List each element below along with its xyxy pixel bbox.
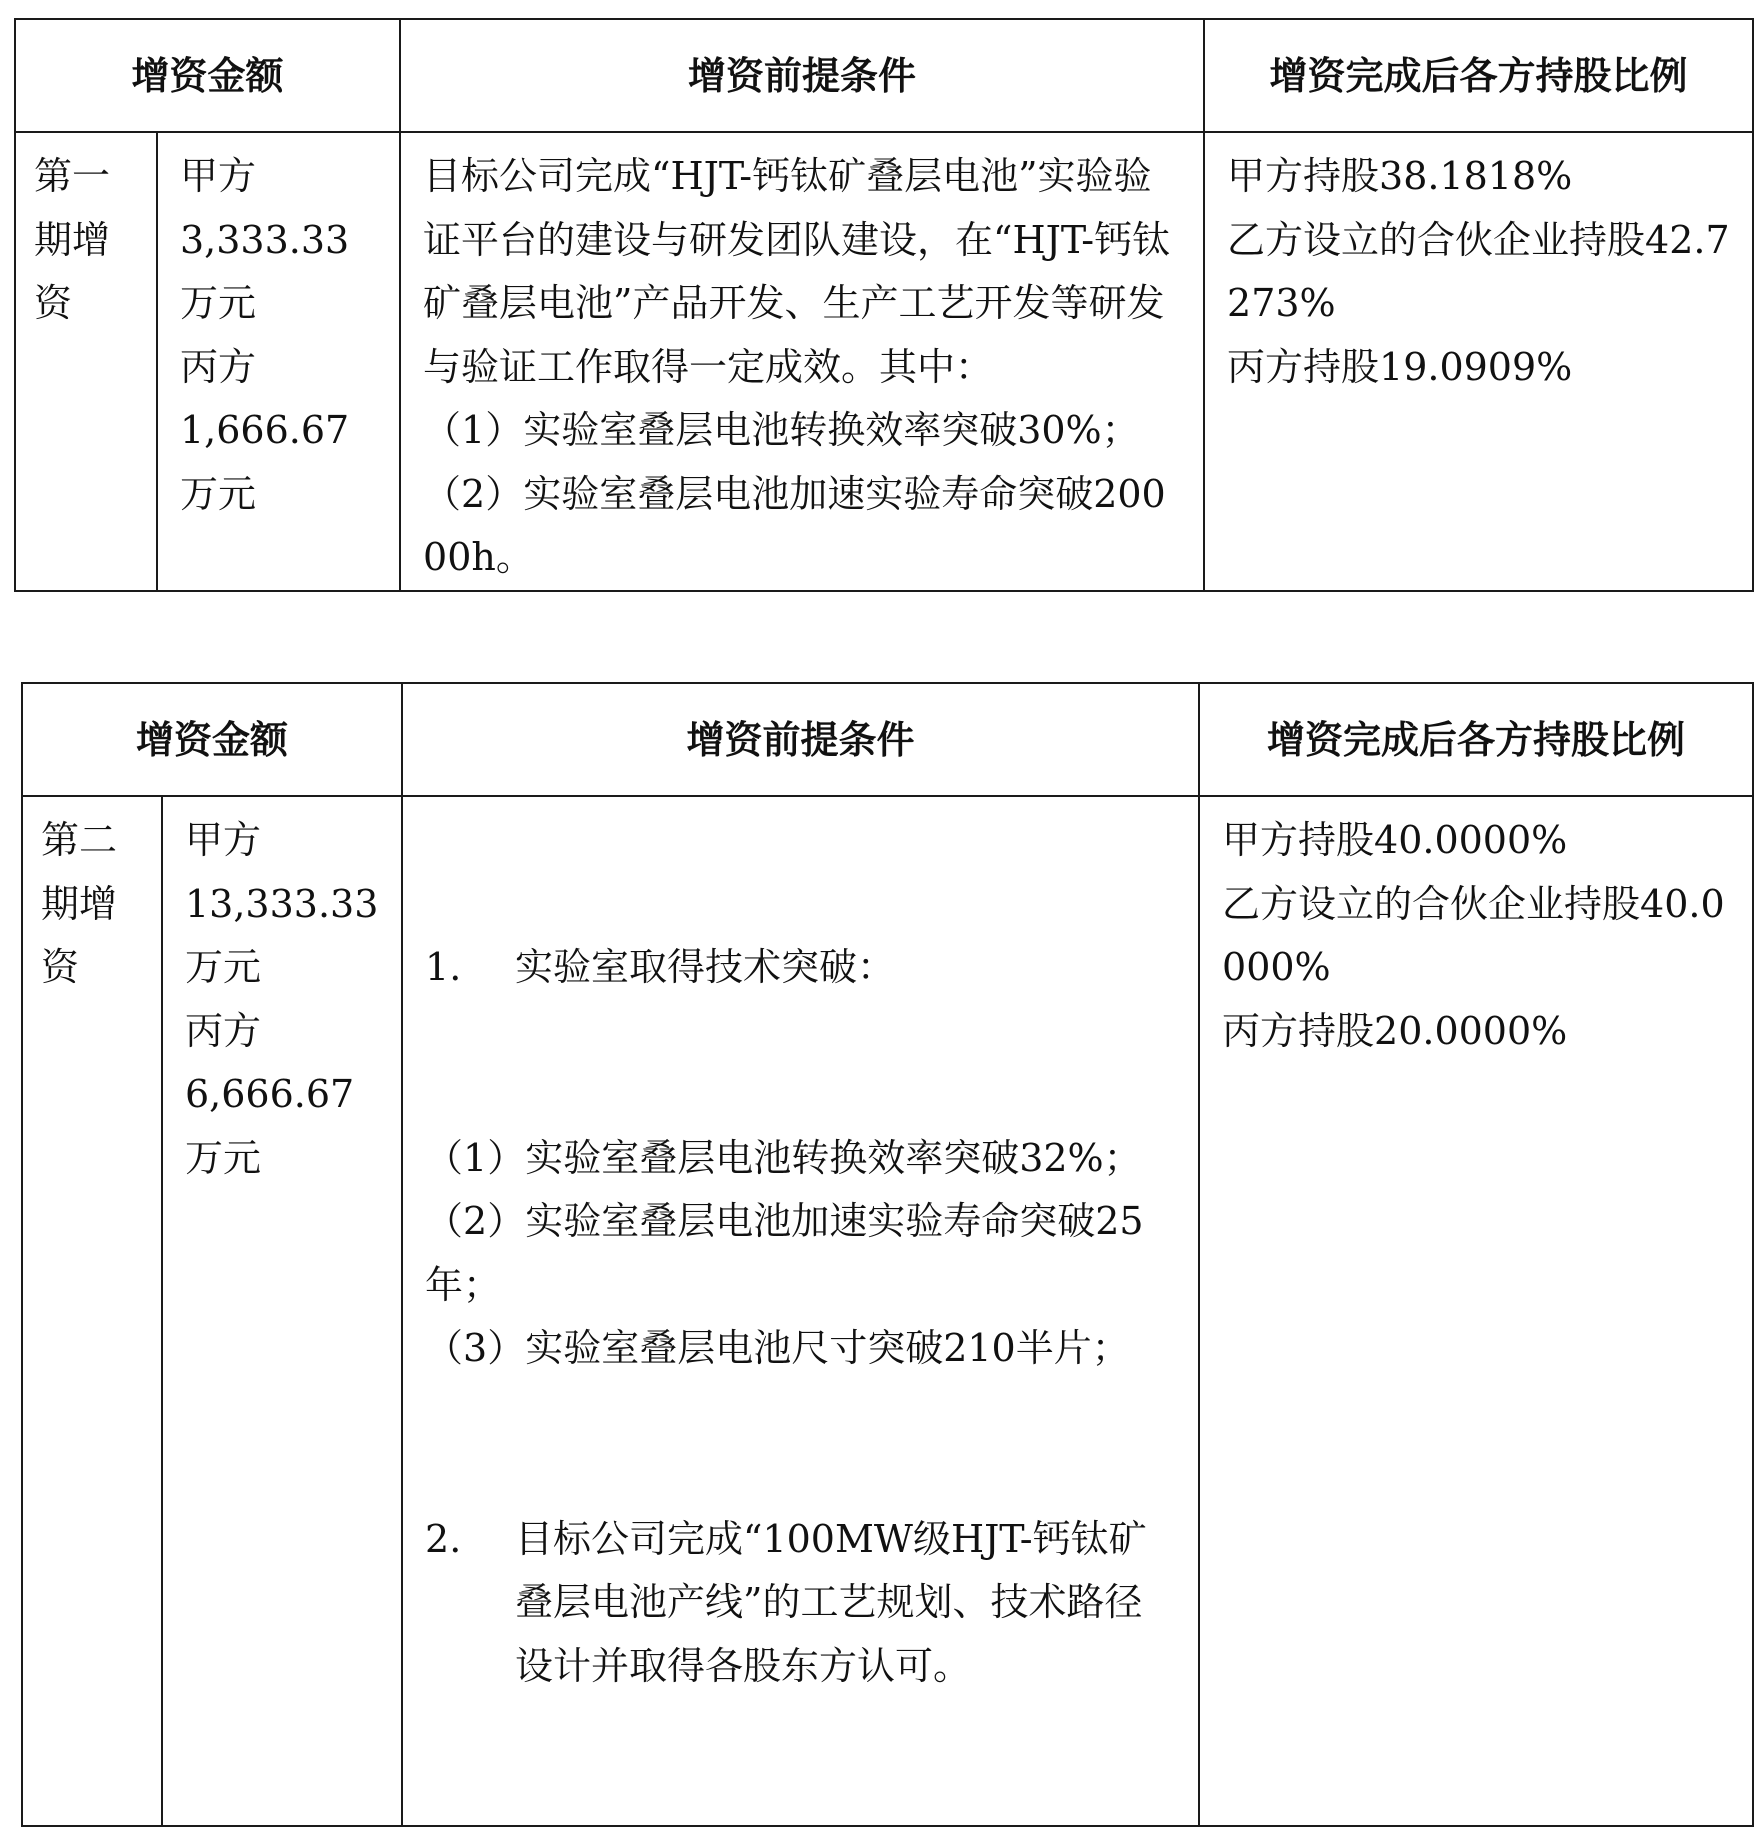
header-conditions: 增资前提条件 xyxy=(400,19,1204,132)
condition-item-1-text: 实验室取得技术突破： xyxy=(515,945,896,989)
shareholding-cell xyxy=(1204,132,1753,591)
condition-item-1-number: 1. xyxy=(425,945,462,989)
shareholding-text: 甲方持股38.1818% 乙方设立的合伙企业持股42.7273% 丙方持股19.0909% xyxy=(1227,154,1730,389)
phase-label: 第二期增资 xyxy=(41,818,118,989)
amount-text: 甲方 3,333.33万元 丙方 1,666.67万元 xyxy=(180,154,350,516)
shareholding-cell xyxy=(1199,796,1753,1826)
amount-cell xyxy=(162,796,402,1826)
phase-label: 第一期增资 xyxy=(34,154,111,325)
conditions-block xyxy=(403,797,1198,1825)
condition-subitems: （1）实验室叠层电池转换效率突破32%； （2）实验室叠层电池加速实验寿命突破25年； （3）实验室叠层电池尺寸突破210半片； xyxy=(425,1135,1144,1370)
header-amount: 增资金额 xyxy=(15,19,400,132)
phase-label-cell xyxy=(15,132,157,591)
condition-item-2-text: 目标公司完成“100MW级HJT-钙钛矿叠层电池产线”的工艺规划、技术路径设计并取得各股东方认可。 xyxy=(515,1516,1147,1688)
amount-cell xyxy=(157,132,400,591)
phase-label-cell xyxy=(22,796,162,1826)
condition-item-2 xyxy=(425,1508,1180,1699)
shareholding-text: 甲方持股40.0000% 乙方设立的合伙企业持股40.0000% 丙方持股20.0000% xyxy=(1222,818,1725,1053)
header-shareholding: 增资完成后各方持股比例 xyxy=(1204,19,1753,132)
second-phase-table xyxy=(21,682,1754,1827)
conditions-cell xyxy=(400,132,1204,591)
condition-item-1 xyxy=(425,936,1180,1000)
header-conditions: 增资前提条件 xyxy=(402,683,1199,796)
conditions-cell xyxy=(402,796,1199,1826)
amount-text: 甲方 13,333.33万元 丙方 6,666.67万元 xyxy=(185,818,379,1180)
condition-item-2-number: 2. xyxy=(425,1516,462,1561)
header-amount: 增资金额 xyxy=(22,683,402,796)
first-phase-table xyxy=(14,18,1754,592)
conditions-text: 目标公司完成“HJT-钙钛矿叠层电池”实验验证平台的建设与研发团队建设，在“HJT-钙钛矿叠层电池”产品开发、生产工艺开发等研发与验证工作取得一定成效。其中： （1）实验室叠层电池转换效率突破30%； （2）实验室叠层电池加速实验寿命突破20000h。 xyxy=(423,154,1171,579)
header-shareholding: 增资完成后各方持股比例 xyxy=(1199,683,1753,796)
